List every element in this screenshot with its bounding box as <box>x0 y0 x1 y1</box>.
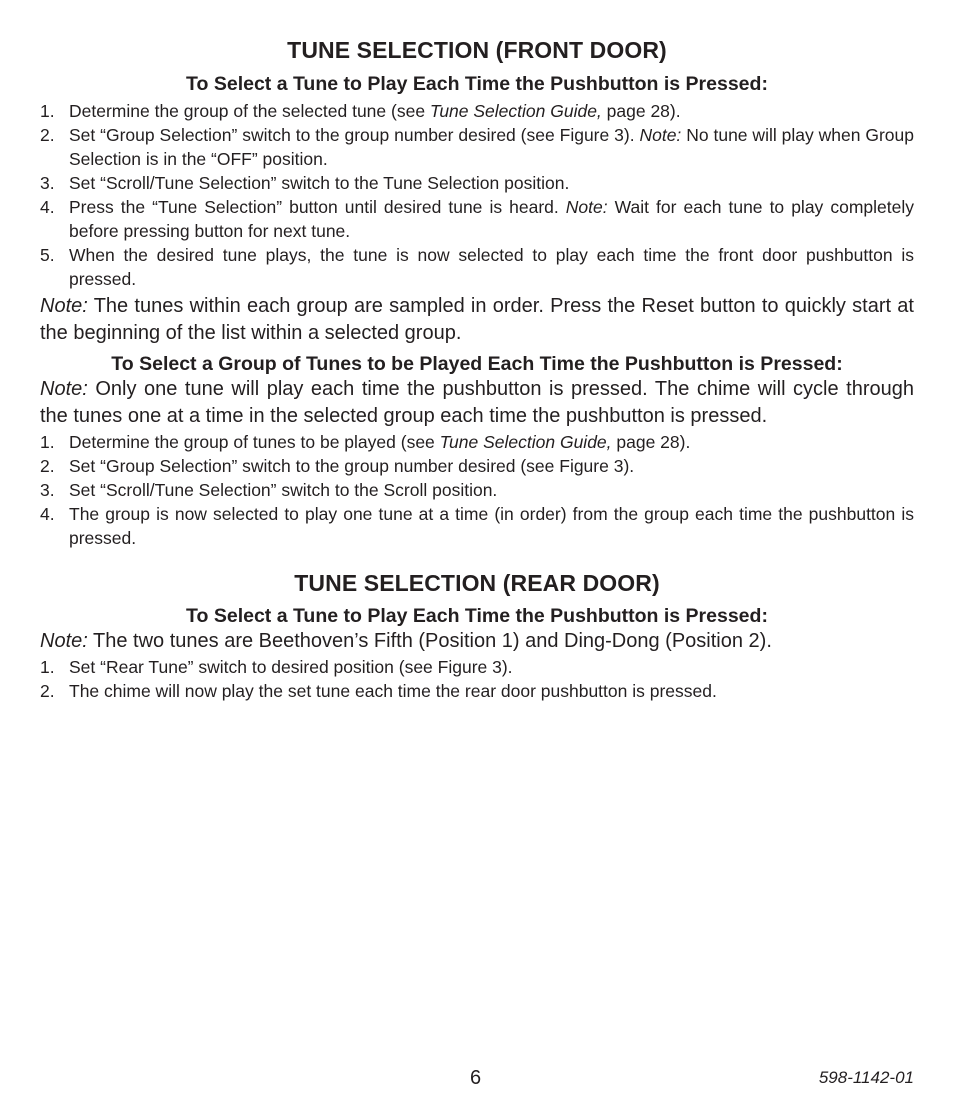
step-number: 2. <box>40 681 55 701</box>
note-label: Note: <box>40 630 88 652</box>
list-item: 2. The chime will now play the set tune each time the rear door pushbutton is pressed. <box>40 681 717 701</box>
front-group-steps <box>40 430 914 550</box>
step-number: 4. <box>40 197 55 217</box>
list-item: 2. Set “Group Selection” switch to the group number desired (see Figure 3). <box>40 456 635 476</box>
list-item: 4. The group is now selected to play one tune at a time (in order) from the group each time the pushbutton is pressed. <box>40 504 914 548</box>
document-page <box>40 34 914 703</box>
list-item: 4. Press the “Tune Selection” button until desired tune is heard. Note: Wait for each tune to play completely before pressing button for next tune. <box>40 197 914 241</box>
front-group-heading: To Select a Group of Tunes to be Played Each Time the Pushbutton is Pressed: <box>111 353 843 375</box>
note-label: Note: <box>40 378 88 400</box>
front-single-tune-note <box>40 293 914 347</box>
step-number: 3. <box>40 480 55 500</box>
note-text: Only one tune will play each time the pushbutton is pressed. The chime will cycle through the tunes one at a time in the selected group each time the pushbutton is pressed. <box>40 378 914 427</box>
list-item: 1. Determine the group of tunes to be played (see Tune Selection Guide, page 28). <box>40 432 691 452</box>
step-number: 5. <box>40 245 55 265</box>
rear-single-tune-heading: To Select a Tune to Play Each Time the Pushbutton is Pressed: <box>186 605 768 627</box>
front-door-title: TUNE SELECTION (FRONT DOOR) <box>287 37 667 63</box>
list-item: 2. Set “Group Selection” switch to the group number desired (see Figure 3). Note: No tune will play when Group Selection is in the “OFF” position. <box>40 125 915 169</box>
front-group-note <box>40 376 914 430</box>
step-number: 2. <box>40 456 55 476</box>
list-item: 5. When the desired tune plays, the tune is now selected to play each time the front door pushbutton is pressed. <box>40 245 914 289</box>
note-label: Note: <box>40 295 88 317</box>
list-item: 1. Set “Rear Tune” switch to desired position (see Figure 3). <box>40 657 513 677</box>
document-code: 598-1142-01 <box>818 1068 914 1087</box>
list-item: 1. Determine the group of the selected tune (see Tune Selection Guide, page 28). <box>40 101 681 121</box>
rear-note <box>40 628 914 655</box>
front-single-tune-steps <box>40 99 914 291</box>
front-single-tune-heading: To Select a Tune to Play Each Time the Pushbutton is Pressed: <box>186 73 768 95</box>
step-number: 4. <box>40 504 55 524</box>
list-item: 3. Set “Scroll/Tune Selection” switch to the Tune Selection position. <box>40 173 570 193</box>
note-text: The tunes within each group are sampled in order. Press the Reset button to quickly start at the beginning of the list within a selected group. <box>40 295 914 344</box>
page-number: 6 <box>470 1067 482 1089</box>
step-number: 3. <box>40 173 55 193</box>
step-number: 1. <box>40 657 55 677</box>
italic-reference: Tune Selection Guide, <box>429 101 602 121</box>
step-number: 1. <box>40 101 55 121</box>
step-number: 2. <box>40 125 55 145</box>
italic-reference: Note: <box>565 197 608 217</box>
list-item: 3. Set “Scroll/Tune Selection” switch to the Scroll position. <box>40 480 498 500</box>
italic-reference: Note: <box>639 125 682 145</box>
step-number: 1. <box>40 432 55 452</box>
rear-door-title: TUNE SELECTION (REAR DOOR) <box>294 570 660 596</box>
note-text: The two tunes are Beethoven’s Fifth (Position 1) and Ding-Dong (Position 2). <box>87 630 772 652</box>
italic-reference: Tune Selection Guide, <box>439 432 612 452</box>
rear-steps <box>40 655 914 703</box>
